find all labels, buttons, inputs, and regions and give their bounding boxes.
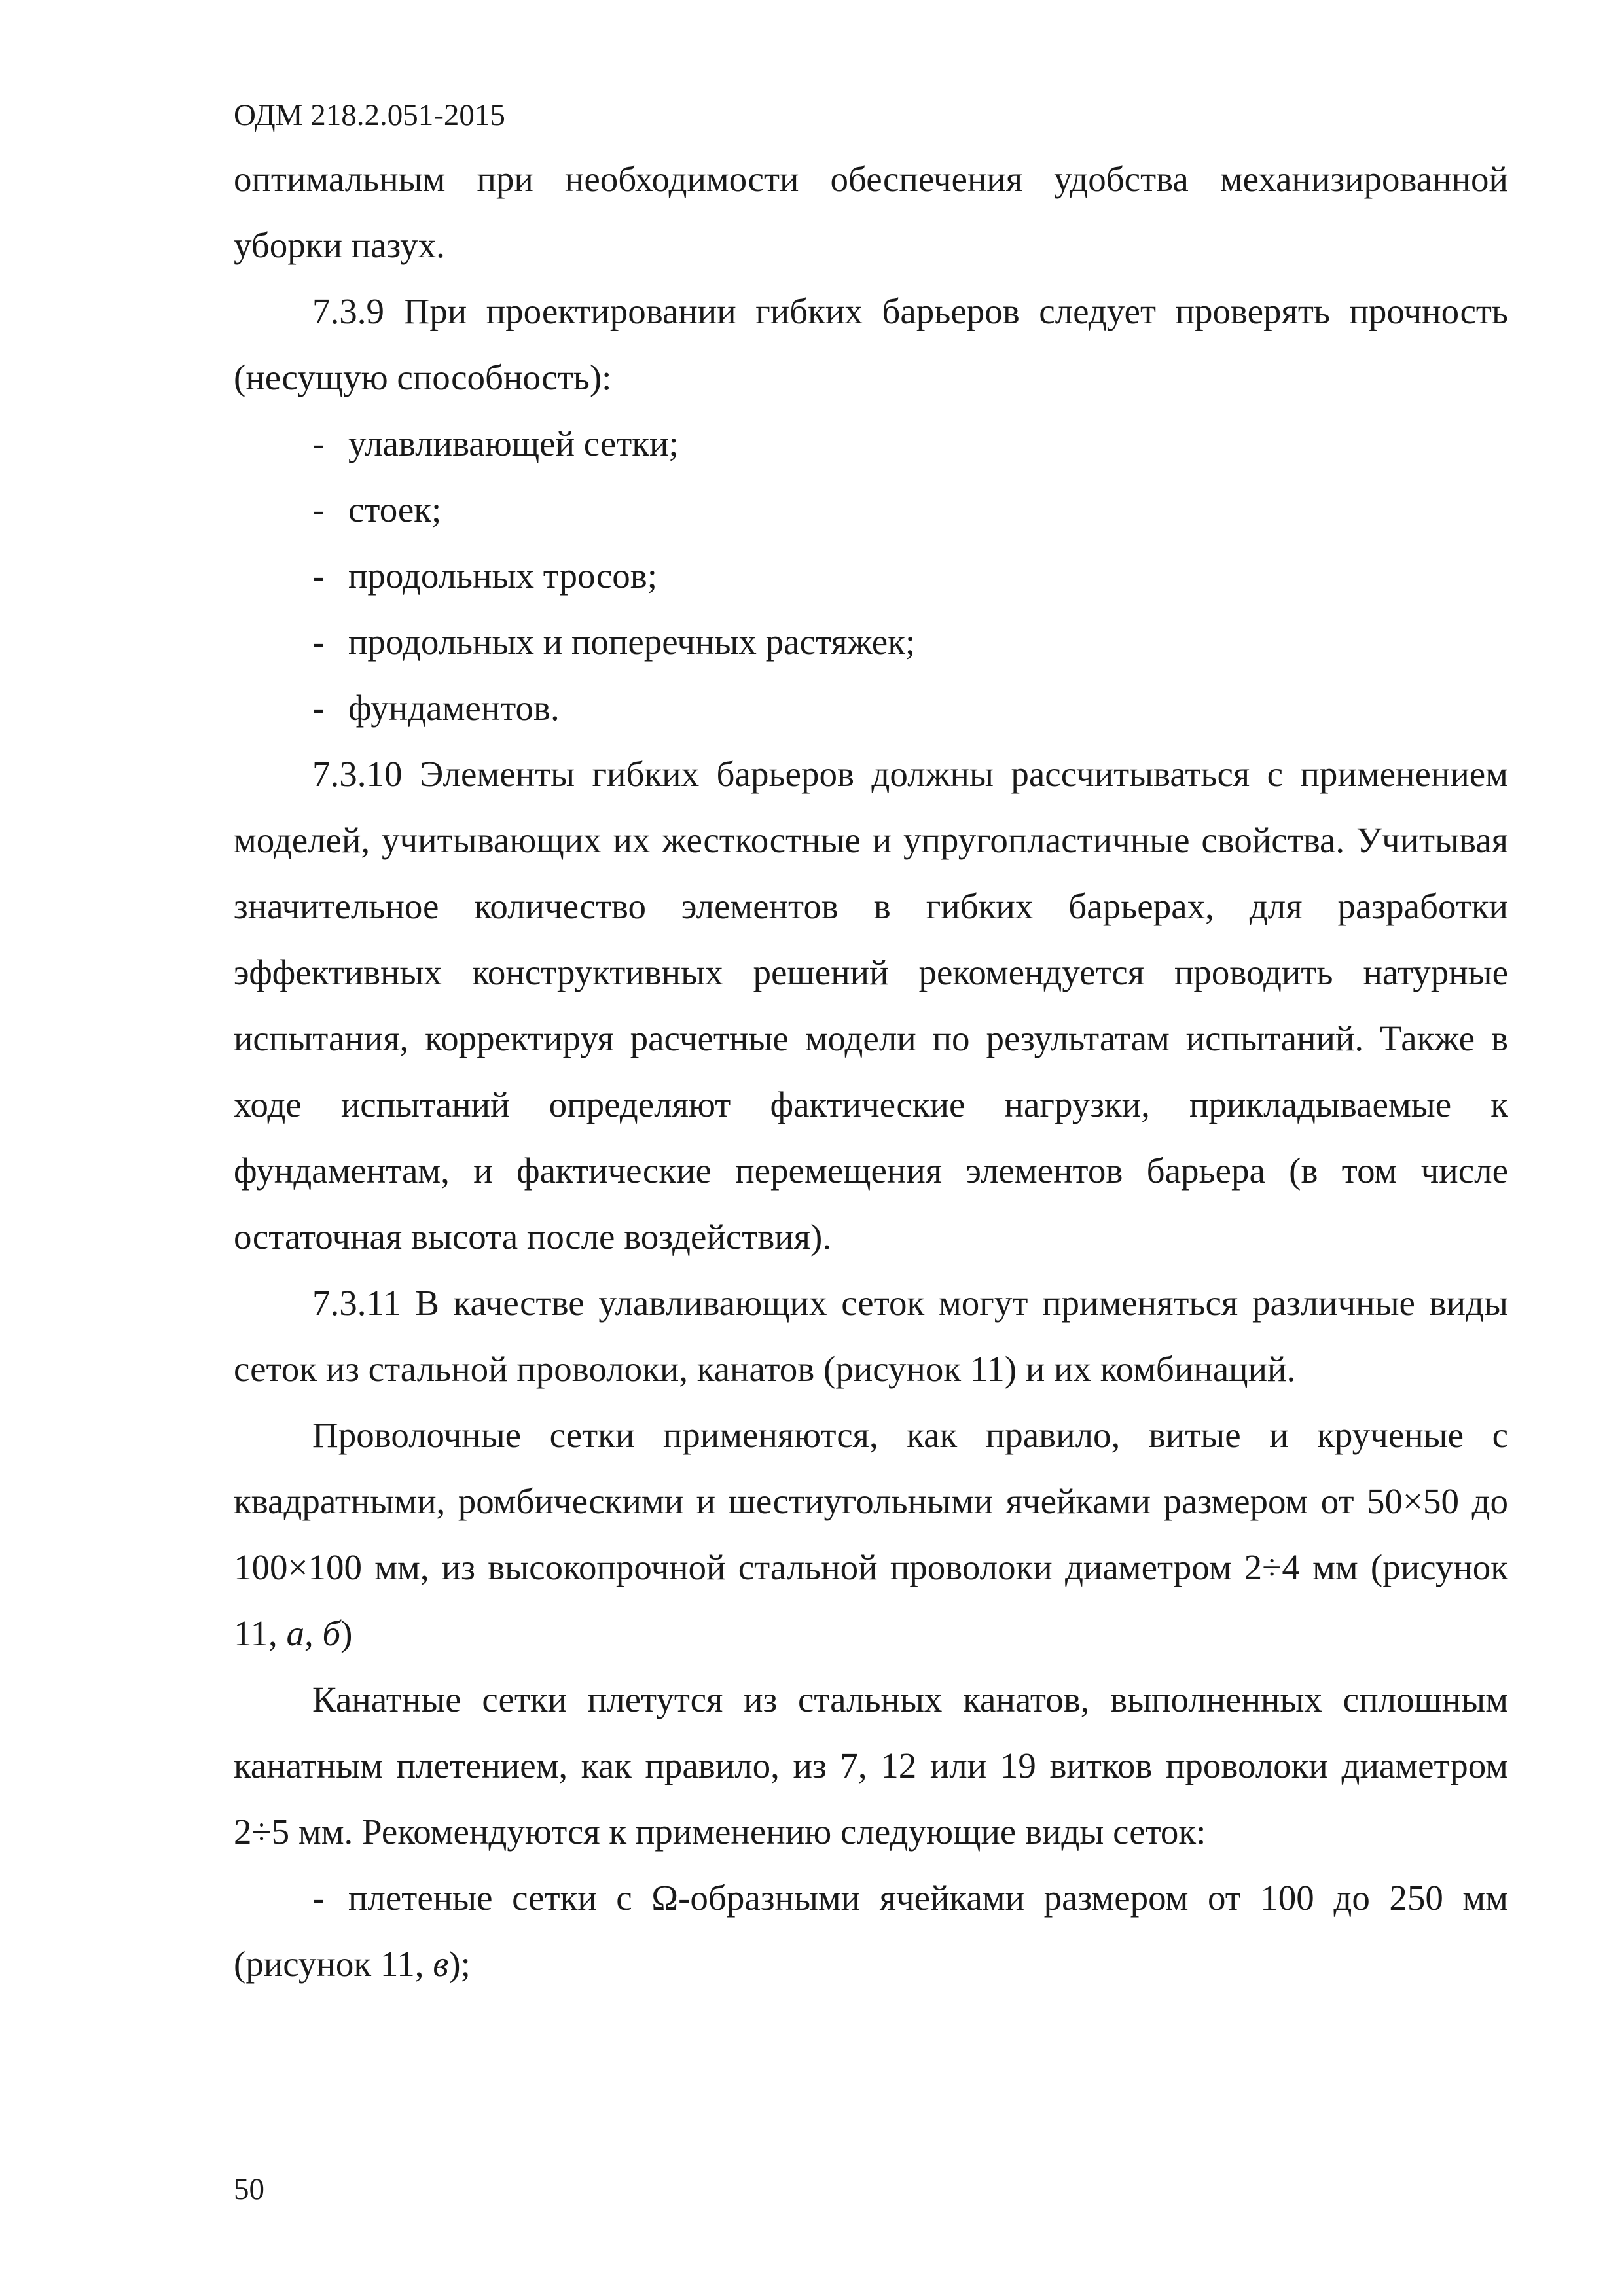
dash-marker: - (312, 556, 325, 596)
paragraph-rope-nets: Канатные сетки плетутся из стальных канатов, выполненных сплошным канатным плетением, как правило, из 7, 12 или 19 витков проволоки диаметром 2÷5 мм. Рекомендуются к применению следующие виды сеток: (234, 1679, 1508, 1852)
dash-marker: - (312, 490, 325, 529)
net-types-list (234, 1865, 1508, 1997)
dash-marker: - (312, 423, 325, 463)
paragraph-7-3-10: 7.3.10 Элементы гибких барьеров должны рассчитываться с применением моделей, учитывающих их жесткостные и упругопластичные свойства. Учитывая значительное количество элементов в гибких барьерах, для разработки эффективных конструктивных решений рекомендуется проводить натурные испытания, корректируя расчетные модели по результатам испытаний. Также в ходе испытаний определяют фактические нагрузки, прикладываемые к фундаментам, и фактические перемещения элементов барьера (в том числе остаточная высота после воздействия). (234, 754, 1508, 1257)
list-item: - продольных тросов; (234, 543, 1508, 609)
paragraph-wire-nets: Проволочные сетки применяются, как правило, витые и крученые с квадратными, ромбическими и шестиугольными ячейками размером от 50×50 до 100×100 мм, из высокопрочной стальной проволоки диаметром 2÷4 мм (рисунок 11, а, б) (234, 1415, 1508, 1653)
strength-check-list (234, 410, 1508, 741)
list-item: - улавливающей сетки; (234, 410, 1508, 476)
body-text (234, 146, 1508, 1997)
dash-marker: - (312, 622, 325, 662)
paragraph-continuation: оптимальным при необходимости обеспечения удобства механизированной уборки пазух. (234, 159, 1508, 265)
document-page (234, 0, 1508, 2296)
paragraph-7-3-9: 7.3.9 При проектировании гибких барьеров следует проверять прочность (несущую способность): (234, 291, 1508, 397)
document-code-header: ОДМ 218.2.051-2015 (234, 98, 505, 132)
list-item: - фундаментов. (234, 675, 1508, 741)
list-item: - плетеные сетки с Ω-образными ячейками размером от 100 до 250 мм (рисунок 11, в); (234, 1865, 1508, 1997)
paragraph-7-3-11: 7.3.11 В качестве улавливающих сеток могут применяться различные виды сеток из стальной проволоки, канатов (рисунок 11) и их комбинаций. (234, 1283, 1508, 1389)
dash-marker: - (312, 688, 325, 728)
list-item: - стоек; (234, 476, 1508, 543)
page-number: 50 (234, 2172, 264, 2206)
list-item: - продольных и поперечных растяжек; (234, 609, 1508, 675)
dash-marker: - (312, 1878, 325, 1918)
